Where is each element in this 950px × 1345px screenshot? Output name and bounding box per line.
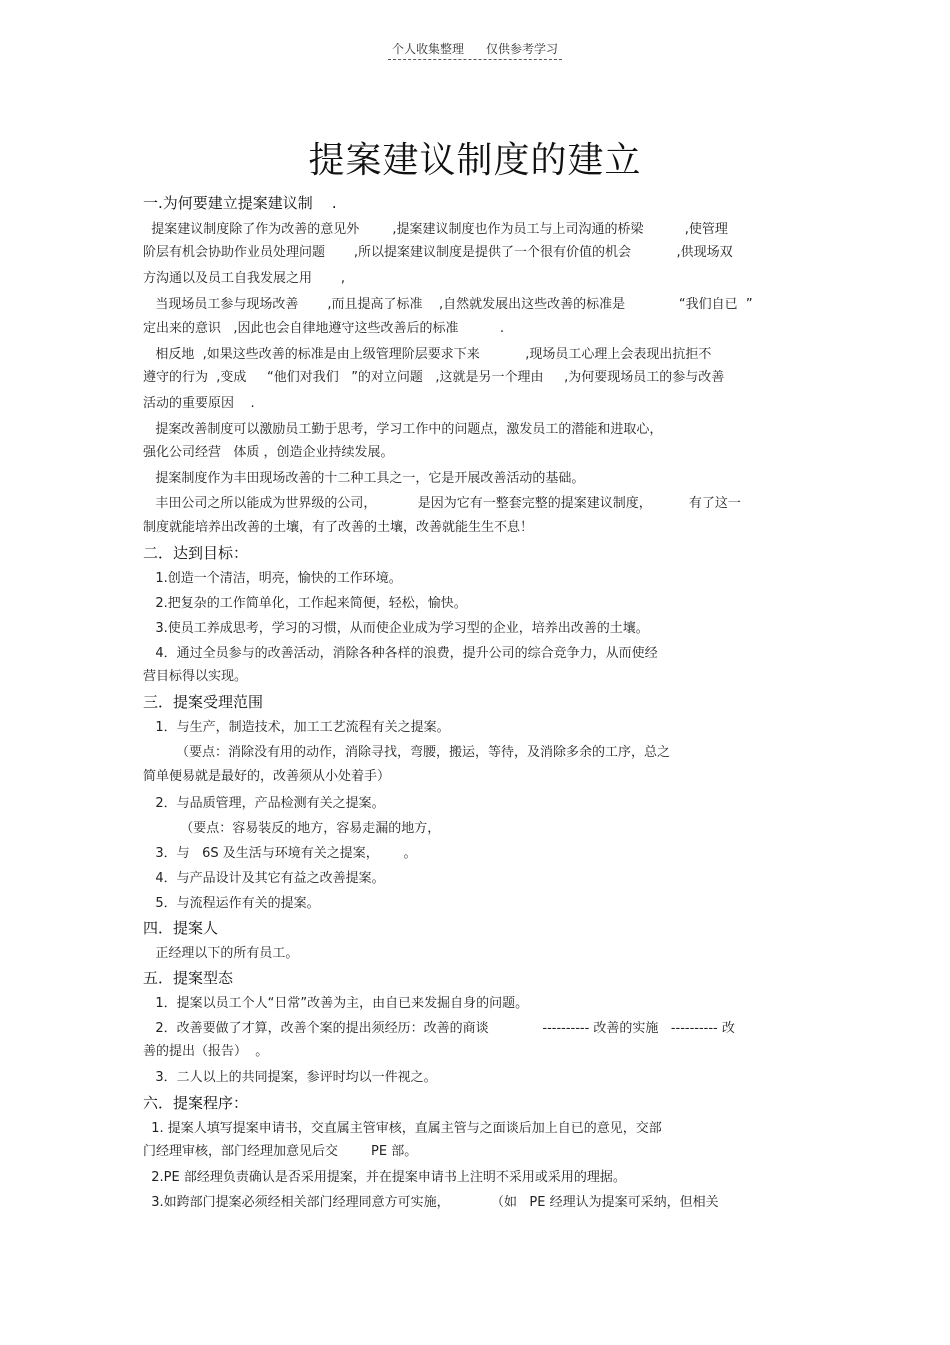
paragraph-line: 提案建议制度除了作为改善的意见外 ,提案建议制度也作为员工与上司沟通的桥梁 ,使管理	[143, 222, 728, 237]
list-item: 营目标得以实现。	[143, 669, 248, 684]
paragraph-line: 丰田公司之所以能成为世界级的公司， 是因为它有一整套完整的提案建议制度， 有了这一	[143, 496, 741, 511]
section-heading: 四．提案人	[143, 919, 219, 937]
list-item: 1.创造一个清洁，明亮，愉快的工作环境。	[143, 571, 402, 586]
list-item: 善的提出（报告） 。	[143, 1044, 269, 1059]
document-title: 提案建议制度的建立	[308, 140, 642, 181]
list-item: 2．与品质管理，产品检测有关之提案。	[143, 796, 385, 811]
header-right: 仅供参考学习	[486, 42, 559, 56]
section-heading: 三．提案受理范围	[143, 693, 264, 711]
list-item: 1．提案以员工个人“日常”改善为主，由自已来发掘自身的问题。	[143, 996, 529, 1011]
paragraph-line: 定出来的意识 ,因此也会自律地遵守这些改善后的标准 .	[143, 321, 504, 336]
list-item: 4．通过全员参与的改善活动，消除各种各样的浪费，提升公司的综合竞争力，从而使经	[143, 646, 658, 661]
paragraph-line: 制度就能培养出改善的土壤，有了改善的土壤，改善就能生生不息！	[143, 520, 534, 535]
paragraph-line: 遵守的行为 ,变成 “他们对我们 ”的对立问题 ,这就是另一个理由 ,为何要现场员工的参与改善	[143, 370, 725, 385]
list-item: 4．与产品设计及其它有益之改善提案。	[143, 871, 385, 886]
paragraph-line: 方沟通以及员工自我发展之用 ,	[143, 271, 346, 286]
list-item: 3.使员工养成思考，学习的习惯，从而使企业成为学习型的企业，培养出改善的土壤。	[143, 621, 649, 636]
paragraph-line: 阶层有机会协助作业员处理问题 ,所以提案建议制度是提供了一个很有价值的机会 ,供现场双	[143, 245, 733, 260]
list-item: （要点：消除没有用的动作，消除寻找，弯腰，搬运，等待，及消除多余的工序，总之	[143, 745, 671, 760]
section-heading: 二．达到目标：	[143, 544, 249, 562]
section-heading: 六．提案程序：	[143, 1094, 249, 1112]
section-heading: 一.为何要建立提案建议制 .	[143, 194, 337, 212]
list-item: 3．与 6S 及生活与环境有关之提案， 。	[143, 846, 417, 861]
page-header	[0, 40, 950, 60]
list-item: 1．与生产，制造技术，加工工艺流程有关之提案。	[143, 720, 450, 735]
list-item: 2.PE 部经理负责确认是否采用提案，并在提案申请书上注明不采用或采用的理据。	[143, 1170, 626, 1185]
list-item: 门经理审核，部门经理加意见后交 PE 部。	[143, 1144, 418, 1159]
list-item: 3．二人以上的共同提案，参评时均以一件视之。	[143, 1070, 437, 1085]
paragraph-line: 提案制度作为丰田现场改善的十二种工具之一，它是开展改善活动的基础。	[143, 471, 585, 486]
list-item: 简单便易就是最好的，改善须从小处着手）	[143, 769, 391, 784]
paragraph-line: 强化公司经营 体质 ，创造企业持续发展。	[143, 445, 394, 460]
list-item: 2．改善要做了才算，改善个案的提出须经历：改善的商谈 ---------- 改善的实施 ---------- 改	[143, 1021, 735, 1036]
paragraph-line: 提案改善制度可以激励员工勤于思考，学习工作中的问题点，激发员工的潜能和进取心，	[143, 422, 663, 437]
paragraph-line: 相反地 ,如果这些改善的标准是由上级管理阶层要求下来 ,现场员工心理上会表现出抗拒不	[143, 347, 712, 362]
header-text	[388, 40, 562, 60]
list-item: 1. 提案人填写提案申请书，交直属主管审核，直属主管与之面谈后加上自已的意见，交部	[143, 1121, 662, 1136]
list-item: 5．与流程运作有关的提案。	[143, 896, 320, 911]
header-left: 个人收集整理	[391, 42, 464, 56]
paragraph-line: 当现场员工参与现场改善 ,而且提高了标准 ,自然就发展出这些改善的标准是 “我们自已 ”	[143, 297, 753, 312]
paragraph-line: 活动的重要原因 .	[143, 396, 255, 411]
list-item: 2.把复杂的工作简单化，工作起来简便，轻松，愉快。	[143, 596, 467, 611]
paragraph-line: 正经理以下的所有员工。	[143, 946, 299, 961]
list-item: 3.如跨部门提案必须经相关部门经理同意方可实施， （如 PE 经理认为提案可采纳，但相关	[143, 1195, 719, 1210]
list-item: （要点：容易装反的地方，容易走漏的地方，	[143, 821, 441, 836]
section-heading: 五．提案型态	[143, 969, 234, 987]
